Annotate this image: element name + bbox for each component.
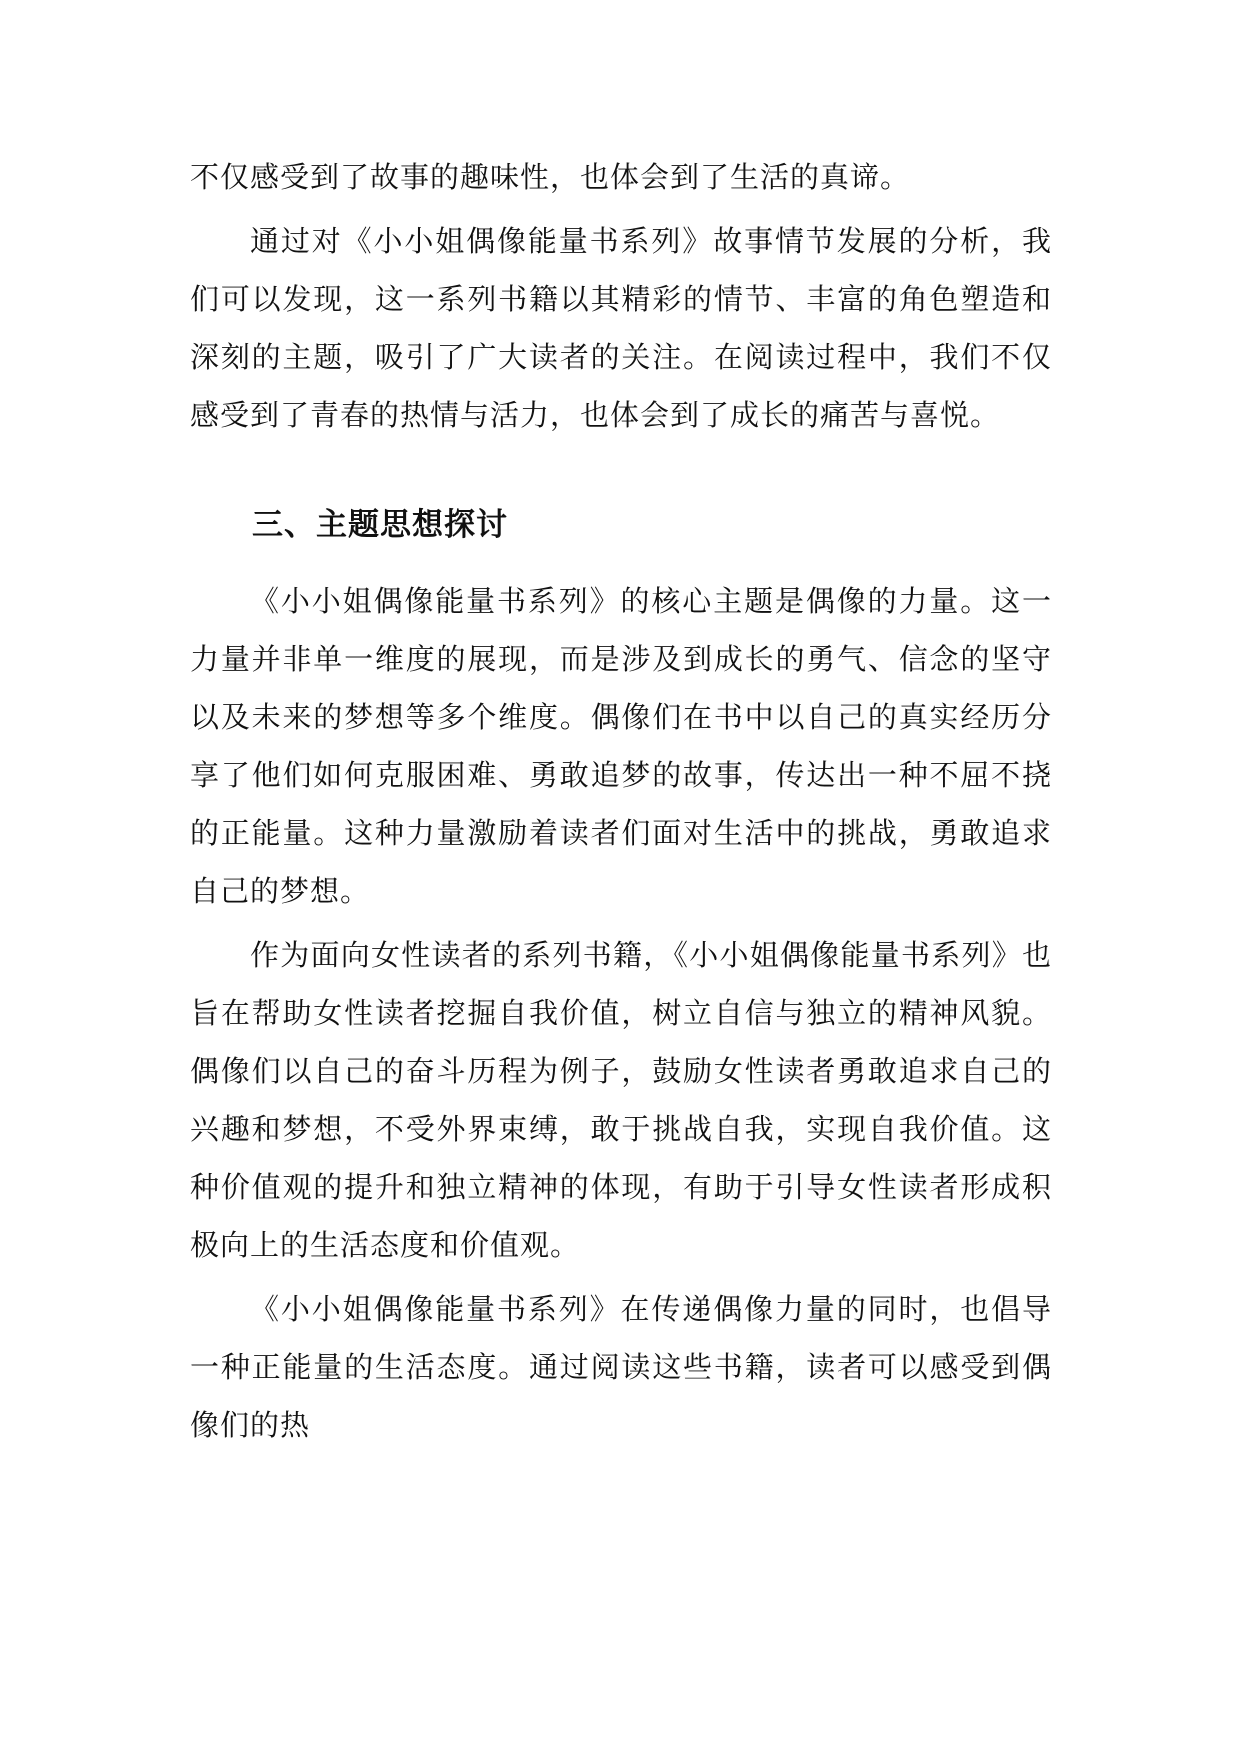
paragraph-positive-attitude: 《小小姐偶像能量书系列》在传递偶像力量的同时，也倡导一种正能量的生活态度。通过阅读这些书籍，读者可以感受到偶像们的热 — [190, 1292, 1052, 1442]
paragraph-plot-summary: 通过对《小小姐偶像能量书系列》故事情节发展的分析，我们可以发现，这一系列书籍以其精彩的情节、丰富的角色塑造和深刻的主题，吸引了广大读者的关注。在阅读过程中，我们不仅感受到了青春的热情与活力，也体会到了成长的痛苦与喜悦。 — [190, 224, 1052, 432]
paragraph-continuation: 不仅感受到了故事的趣味性，也体会到了生活的真谛。 — [190, 160, 911, 194]
document-page — [190, 148, 1052, 1454]
section-heading: 三、主题思想探讨 — [252, 507, 508, 543]
paragraph-core-theme: 《小小姐偶像能量书系列》的核心主题是偶像的力量。这一力量并非单一维度的展现，而是涉及到成长的勇气、信念的坚守以及未来的梦想等多个维度。偶像们在书中以自己的真实经历分享了他们如何克服困难、勇敢追梦的故事，传达出一种不屈不挠的正能量。这种力量激励着读者们面对生活中的挑战，勇敢追求自己的梦想。 — [190, 584, 1052, 908]
paragraph-female-readers: 作为面向女性读者的系列书籍，《小小姐偶像能量书系列》也旨在帮助女性读者挖掘自我价值，树立自信与独立的精神风貌。偶像们以自己的奋斗历程为例子，鼓励女性读者勇敢追求自己的兴趣和梦想，不受外界束缚，敢于挑战自我，实现自我价值。这种价值观的提升和独立精神的体现，有助于引导女性读者形成积极向上的生活态度和价值观。 — [190, 938, 1052, 1262]
